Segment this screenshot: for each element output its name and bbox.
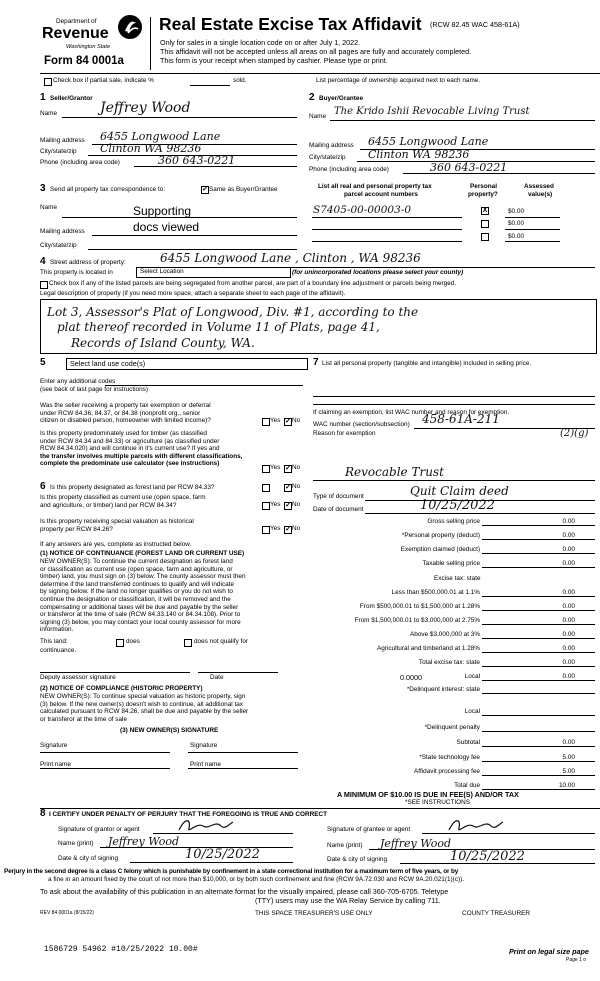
same-as-buyer-checkbox[interactable]: ✓ bbox=[202, 186, 208, 193]
section5-number: 5 bbox=[40, 357, 46, 368]
buyer-number: 2 bbox=[309, 92, 315, 103]
buyer-city-label: City/state/zip bbox=[309, 154, 346, 161]
legal-line-1: Lot 3, Assessor's Plat of Longwood, Div. #1, according to the bbox=[47, 305, 419, 319]
subtitle-1: Only for sales in a single location code on or after July 1, 2022. bbox=[160, 38, 361, 47]
signature-label: Signature bbox=[40, 742, 68, 749]
perjury-notice-2: a fine in an amount fixed by the court of not more than $10,000, or by both such confinement and fine (RCW 9A.72.030 and RCW 9A.20.021(1)(c)). bbox=[48, 876, 464, 883]
historic-question: Is this property receiving special valuation as historical property per RCW 84.26? bbox=[40, 518, 194, 533]
doc-type-value[interactable]: Quit Claim deed bbox=[410, 484, 509, 498]
seller-heading: Seller/Grantor bbox=[50, 95, 93, 102]
current-use-question: Is this property classified as current use (open space, farm and agriculture, or timber) land per RCW 84.34? bbox=[40, 494, 206, 509]
total-due-label: Total due bbox=[454, 782, 480, 789]
wac-subsection[interactable]: (2)(g) bbox=[560, 428, 589, 439]
assessed-value[interactable]: $0.00 bbox=[508, 233, 524, 240]
same-as-buyer-label: Same as Buyer/Grantee bbox=[209, 186, 278, 193]
delinquent-local-label: Local bbox=[464, 708, 480, 715]
exemption-note: If claiming an exemption, list WAC number and reason for exemption. bbox=[313, 409, 510, 416]
perjury-notice-1: Perjury in the second degree is a class C felony which is punishable by confinement in a state correctional institution for a maximum term of five years, or by bbox=[4, 868, 459, 875]
partial-sale-label: Check box if partial sale, indicate % bbox=[53, 77, 154, 84]
delinquent-state-label: *Delinquent interest: state bbox=[406, 686, 480, 693]
personal-property-checkbox[interactable]: X bbox=[482, 207, 488, 214]
current-use-yes-checkbox[interactable] bbox=[262, 502, 270, 510]
wac-label: WAC number (section/subsection) bbox=[313, 421, 410, 428]
doc-type-label: Type of document bbox=[313, 493, 364, 500]
total-state-value[interactable]: 0.00 bbox=[562, 659, 575, 666]
tier4-value[interactable]: 0.00 bbox=[562, 631, 575, 638]
no-label: No bbox=[292, 464, 301, 471]
historic-yes-checkbox[interactable] bbox=[262, 526, 270, 534]
exemption-label: Exemption claimed (deduct) bbox=[400, 546, 480, 553]
print-name-label: Print name bbox=[190, 761, 221, 768]
yes-label: Yes bbox=[270, 417, 281, 424]
print-name-label: Print name bbox=[40, 761, 71, 768]
total-due-value[interactable]: 10.00 bbox=[559, 782, 575, 789]
deputy-signature-label: Deputy assessor signature bbox=[40, 674, 116, 681]
buyer-name[interactable]: The Krido Ishii Revocable Living Trust bbox=[334, 106, 530, 117]
personal-property-checkbox[interactable] bbox=[481, 220, 489, 228]
located-in-label: This property is located in bbox=[40, 269, 113, 276]
section6-number: 6 bbox=[40, 481, 46, 492]
county-treasurer-label: COUNTY TREASURER bbox=[462, 910, 530, 917]
tech-fee-value[interactable]: 5.00 bbox=[562, 754, 575, 761]
local-label: Local bbox=[464, 673, 480, 680]
section7-heading: List all personal property (tangible and intangible) included in selling price. bbox=[322, 360, 532, 367]
total-state-label: Total excise tax: state bbox=[418, 659, 480, 666]
personal-header-2: property? bbox=[468, 191, 498, 198]
reason-value[interactable]: Revocable Trust bbox=[345, 465, 444, 479]
parcel-list-header-2: parcel account numbers bbox=[344, 191, 418, 198]
local-rate[interactable]: 0.0000 bbox=[400, 673, 422, 682]
personal-property-checkbox[interactable] bbox=[481, 233, 489, 241]
yes-label: Yes bbox=[270, 501, 281, 508]
dept-state: Washington State bbox=[66, 44, 111, 50]
deputy-date-label: Date bbox=[210, 674, 224, 681]
deputy-date-line[interactable] bbox=[198, 672, 278, 673]
tier2-label: From $500,000.01 to $1,500,000 at 1.28% bbox=[359, 603, 480, 610]
no-label: No bbox=[292, 483, 301, 490]
continuance-label: continuance. bbox=[40, 647, 77, 654]
legal-description-box[interactable] bbox=[40, 299, 597, 354]
page-number: Page 1 o bbox=[566, 957, 587, 963]
buyer-name-label: Name bbox=[309, 113, 327, 120]
delinquent-penalty-label: *Delinquent penalty bbox=[424, 724, 480, 731]
does-label: does bbox=[126, 638, 140, 645]
section3-name[interactable]: Supporting bbox=[133, 204, 192, 218]
seller-mail[interactable]: 6455 Longwood Lane bbox=[100, 130, 221, 143]
section3-heading: Send all property tax correspondence to: bbox=[50, 186, 166, 193]
compliance-text: NEW OWNER(S): To continue special valuation as historic property, sign (3) below. If the new owner(s) doesn't wish to continue, all additional tax calculated pursuant to RCW 84.26, shall be due and payable by the seller or transferor at the time of sale bbox=[40, 693, 249, 723]
rcw-reference: (RCW 82.45 WAC 458-61A) bbox=[430, 20, 520, 29]
continuance-title: (1) NOTICE OF CONTINUANCE (FOREST LAND OR CURRENT USE) bbox=[40, 550, 245, 557]
personal-value[interactable]: 0.00 bbox=[562, 532, 575, 539]
subtotal-label: Subtotal bbox=[456, 739, 480, 746]
assessed-header-1: Assessed bbox=[524, 183, 554, 190]
land-use-select[interactable]: Select land use code(s) bbox=[66, 358, 308, 370]
section4-number: 4 bbox=[40, 256, 46, 267]
grantor-signature[interactable] bbox=[175, 816, 235, 836]
does-not-label: does not qualify for bbox=[194, 638, 248, 645]
legal-description-label: Legal description of property (if you need more space, attach a separate sheet to each page of the affidavit). bbox=[40, 290, 346, 297]
sold-label: sold. bbox=[233, 77, 247, 84]
grantee-date[interactable]: 10/25/2022 bbox=[450, 849, 525, 864]
tier3-value[interactable]: 0.00 bbox=[562, 617, 575, 624]
seller-phone-label: Phone (including area code) bbox=[40, 159, 120, 166]
wac-value[interactable]: 458-61A-211 bbox=[422, 412, 500, 426]
exemption-value[interactable]: 0.00 bbox=[562, 546, 575, 553]
seller-phone[interactable]: 360 643-0221 bbox=[158, 154, 236, 167]
does-not-checkbox[interactable] bbox=[184, 639, 192, 647]
buyer-city[interactable]: Clinton WA 98236 bbox=[368, 148, 470, 161]
assessed-value[interactable]: $0.00 bbox=[508, 220, 524, 227]
subtitle-2: This affidavit will not be accepted unless all areas on all pages are fully and accurately completed. bbox=[160, 47, 472, 56]
forest-no-checkbox[interactable]: ✓ bbox=[285, 484, 291, 491]
grantor-date[interactable]: 10/25/2022 bbox=[185, 847, 260, 862]
assessed-value[interactable]: $0.00 bbox=[508, 208, 524, 215]
buyer-phone-label: Phone (including area code) bbox=[309, 166, 389, 173]
exemption-question: Was the seller receiving a property tax exemption or deferral under RCW 84.36, 84.37, or 84.38 (nonprofit org., senior citizen or disabled person, homeowner with limited income)? bbox=[40, 402, 211, 424]
dor-seal-icon bbox=[117, 14, 143, 40]
deputy-signature-line[interactable] bbox=[40, 672, 190, 673]
timber-no-checkbox[interactable]: ✓ bbox=[285, 465, 291, 472]
if-yes-note: If any answers are yes, complete as instructed below. bbox=[40, 541, 192, 548]
yes-label: Yes bbox=[270, 525, 281, 532]
tier3-label: From $1,500,000.01 to $3,000,000 at 2.75% bbox=[354, 617, 480, 624]
section3-mail[interactable]: docs viewed bbox=[133, 220, 200, 234]
historic-no-checkbox[interactable]: ✓ bbox=[285, 526, 291, 533]
additional-codes-note: (see back of last page for instructions) bbox=[40, 386, 148, 393]
buyer-heading: Buyer/Grantee bbox=[319, 95, 364, 102]
grantee-name[interactable]: Jeffrey Wood bbox=[380, 837, 452, 850]
buyer-mail[interactable]: 6455 Longwood Lane bbox=[368, 135, 489, 148]
grantee-signature[interactable] bbox=[445, 816, 505, 836]
alt-format-2: (TTY) users may use the WA Relay Service by calling 711. bbox=[255, 896, 441, 905]
owner-signature-line-1[interactable] bbox=[40, 752, 170, 753]
doc-date-value[interactable]: 10/25/2022 bbox=[420, 498, 495, 513]
seller-name[interactable]: Jeffrey Wood bbox=[100, 100, 191, 116]
processing-fee-label: Affidavit processing fee bbox=[414, 768, 480, 775]
section7-number: 7 bbox=[313, 357, 319, 368]
owner-signature-line-2[interactable] bbox=[188, 752, 298, 753]
agri-label: Agricultural and timberland at 1.28% bbox=[376, 645, 480, 652]
personal-header-1: Personal bbox=[470, 183, 497, 190]
subtotal-value[interactable]: 0.00 bbox=[562, 739, 575, 746]
tier4-label: Above $3,000,000 at 3% bbox=[410, 631, 480, 638]
does-checkbox[interactable] bbox=[116, 639, 124, 647]
legal-line-2: plat thereof recorded in Volume 11 of Plats, page 41, bbox=[57, 320, 380, 334]
forest-yes-checkbox[interactable] bbox=[262, 484, 270, 492]
gross-value[interactable]: 0.00 bbox=[562, 518, 575, 525]
grantor-name-label: Name (print) bbox=[58, 840, 94, 847]
excise-state-label: Excise tax: state bbox=[434, 575, 481, 582]
location-select[interactable]: Select Location bbox=[136, 267, 291, 278]
additional-codes-label: Enter any additional codes bbox=[40, 378, 116, 385]
compliance-title: (2) NOTICE OF COMPLIANCE (HISTORIC PROPERTY) bbox=[40, 685, 203, 692]
alt-format-1: To ask about the availability of this publication in an alternate format for the visually impaired, please call 360-705-6705. Teletype bbox=[40, 887, 449, 896]
seller-name-label: Name bbox=[40, 110, 58, 117]
yes-label: Yes bbox=[270, 464, 281, 471]
legal-line-3: Records of Island County, WA. bbox=[71, 336, 255, 350]
personal-label: *Personal property (deduct) bbox=[401, 532, 480, 539]
section3-city-label: City/state/zip bbox=[40, 242, 77, 249]
grantee-date-label: Date & city of signing bbox=[327, 856, 388, 863]
revision-label: REV 84 0001a (8/15/22) bbox=[40, 910, 94, 916]
grantee-name-label: Name (print) bbox=[327, 842, 363, 849]
ownership-note: List percentage of ownership acquired next to each name. bbox=[316, 77, 481, 84]
grantor-name[interactable]: Jeffrey Wood bbox=[108, 835, 180, 848]
minimum-due-note: A MINIMUM OF $10.00 IS DUE IN FEE(S) AND/OR TAX bbox=[337, 790, 519, 799]
grantor-signature-label: Signature of grantor or agent bbox=[58, 826, 140, 833]
section4-heading: Street address of property: bbox=[50, 259, 126, 266]
cashier-stamp: 1586729 54962 #10/25/2022 10.00# bbox=[44, 945, 198, 954]
subtitle-3: This form is your receipt when stamped by cashier. Please type or print. bbox=[160, 56, 388, 65]
see-instructions: *SEE INSTRUCTIONS bbox=[405, 799, 470, 806]
section8-number: 8 bbox=[40, 808, 46, 819]
signature-label: Signature bbox=[190, 742, 218, 749]
seller-city-label: City/state/zip bbox=[40, 148, 77, 155]
gross-label: Gross selling price bbox=[427, 518, 480, 525]
treasurer-use-label: THIS SPACE TREASURER'S USE ONLY bbox=[255, 910, 373, 917]
segregated-label: Check box if any of the listed parcels are being segregated from another parcel, are part of a boundary line adjustment or parcels being merged. bbox=[49, 280, 457, 287]
dept-line1: Department of bbox=[56, 18, 97, 25]
partial-sale-checkbox[interactable] bbox=[44, 78, 52, 86]
location-note: (for unincorporated locations please select your county) bbox=[292, 269, 464, 276]
seller-number: 1 bbox=[40, 92, 46, 103]
doc-date-label: Date of document bbox=[313, 506, 364, 513]
section3-mail-label: Mailing address bbox=[40, 228, 85, 235]
forest-question: Is this property designated as forest land per RCW 84.33? bbox=[50, 484, 215, 491]
assessed-header-2: value(s) bbox=[528, 191, 553, 198]
exemption-yes-checkbox[interactable] bbox=[262, 418, 270, 426]
certify-heading: I CERTIFY UNDER PENALTY OF PERJURY THAT THE FOREGOING IS TRUE AND CORRECT bbox=[49, 811, 328, 818]
tier2-value[interactable]: 0.00 bbox=[562, 603, 575, 610]
taxable-label: Taxable selling price bbox=[422, 560, 480, 567]
taxable-value[interactable]: 0.00 bbox=[562, 560, 575, 567]
seller-city[interactable]: Clinton WA 98236 bbox=[100, 142, 202, 155]
segregated-checkbox[interactable] bbox=[40, 281, 48, 289]
timber-yes-checkbox[interactable] bbox=[262, 465, 270, 473]
section3-name-label: Name bbox=[40, 204, 58, 211]
parcel-list-header-1: List all real and personal property tax bbox=[318, 183, 432, 190]
section3-number: 3 bbox=[40, 183, 46, 194]
timber-question: Is this property predominately used for timber (as classified under RCW 84.34 and 84.33) or agriculture (as classified under RCW 84.34.020) and will continue in it's current use? If yes and the transfer involves multiple parcels with different classifications, complete the predominate use calculator (see instructions) bbox=[40, 430, 243, 467]
buyer-mail-label: Mailing address bbox=[309, 142, 354, 149]
grantee-signature-label: Signature of grantee or agent bbox=[327, 826, 411, 833]
this-land-label: This land: bbox=[40, 638, 68, 645]
local-value[interactable]: 0.00 bbox=[562, 673, 575, 680]
continuance-text: NEW OWNER(S): To continue the current designation as forest land or classification as current use (open space, farm and agriculture, or timber) land, you must sign on (3) below. The county assessor must then determine if the land transferred continues to qualify and will indicate by signing below. If the land no longer qualifies or you do not wish to continue the designation or classification, it will be removed and the compensating or additional taxes will be due and payable by the seller or transferor at the time of sale (RCW 84.33.140 or 84.34.108). Prior to signing (3) below, you may contact your local county assessor for more information. bbox=[40, 558, 246, 634]
buyer-phone[interactable]: 360 643-0221 bbox=[430, 161, 508, 174]
parcel-number[interactable]: S7405-00-00003-0 bbox=[313, 204, 412, 216]
property-address[interactable]: 6455 Longwood Lane , Clinton , WA 98236 bbox=[160, 251, 421, 265]
exemption-no-checkbox[interactable]: ✓ bbox=[285, 418, 291, 425]
no-label: No bbox=[292, 501, 301, 508]
reason-label: Reason for exemption bbox=[313, 430, 376, 437]
seller-mail-label: Mailing address bbox=[40, 137, 85, 144]
form-number: Form 84 0001a bbox=[44, 55, 124, 67]
tech-fee-label: *State technology fee bbox=[419, 754, 480, 761]
processing-fee-value[interactable]: 5.00 bbox=[562, 768, 575, 775]
agri-value[interactable]: 0.00 bbox=[562, 645, 575, 652]
legal-size-note: Print on legal size pape bbox=[509, 947, 589, 956]
no-label: No bbox=[292, 525, 301, 532]
dept-name: Revenue bbox=[42, 25, 109, 42]
grantor-date-label: Date & city of signing bbox=[58, 855, 119, 862]
new-owner-signature-title: (3) NEW OWNER(S) SIGNATURE bbox=[120, 727, 219, 734]
current-use-no-checkbox[interactable]: ✓ bbox=[285, 502, 291, 509]
no-label: No bbox=[292, 417, 301, 424]
tier1-value[interactable]: 0.00 bbox=[562, 589, 575, 596]
form-title: Real Estate Excise Tax Affidavit bbox=[159, 14, 422, 34]
tier1-label: Less than $500,000.01 at 1.1% bbox=[391, 589, 480, 596]
